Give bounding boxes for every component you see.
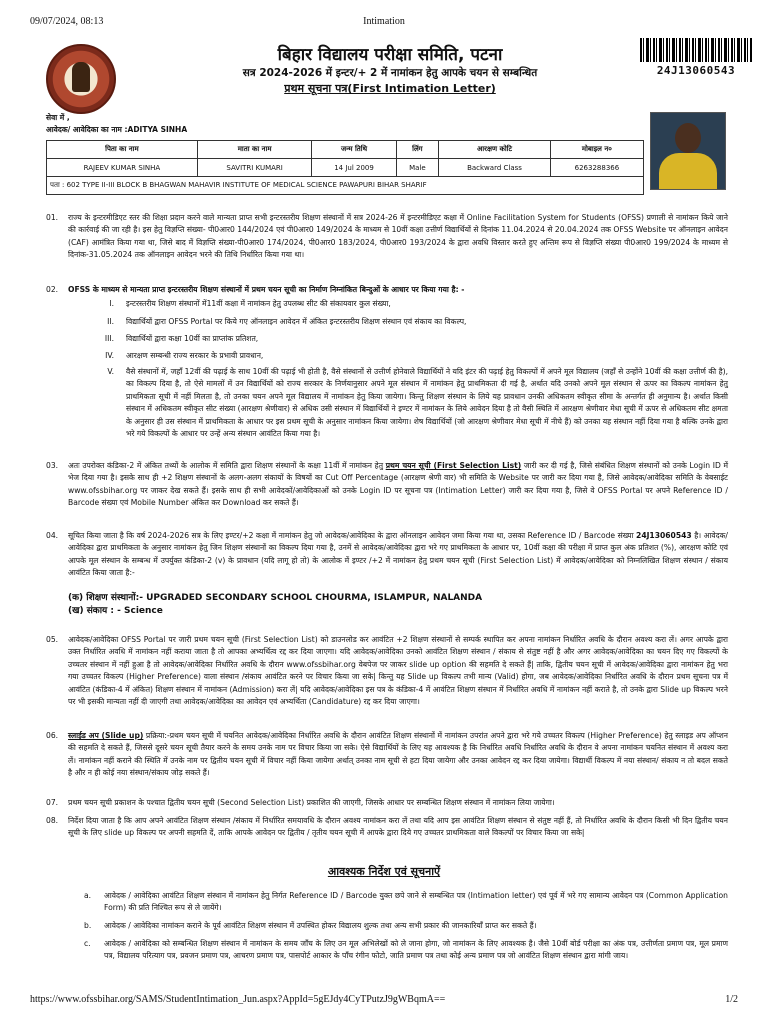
para-04: 04. सूचित किया जाता है कि वर्ष 2024-2026 सत्र के लिए इण्टर/+2 कक्षा में नामांकन हेतु जो आवेदक/आवेदिका के द्वारा ऑनलाइन आवेदन जमा किया गया था, उसका Reference ID / Barcode संख्या 24J13060543 है। आवेदक/आवेदिका द्वारा प्राथमिकता के अनुसार नामांकन हेतु जिन शिक्षण संस्थानों का विकल्प दिया गया है, उनमें से आवेदक/आवेदिका द्वारा भरे गए प्राथमिकता के आधार पर, 10वीं कक्षा की परीक्षा में प्राप्त कुल अंक प्रतिशत (%), आरक्षण कोटि एवं आपके मूल संस्थान के सम्बन्ध में उपर्युक्त कंडिका-2 (v) के प्रावधान (यदि लागू हो तो) के आलोक में इण्टर /+2 में नामांकन हेतु प्रथम चयन सूची (First Selection List) में आवेदक/आवेदिका को निम्नलिखित शिक्षण संस्थान / संकाय आवंटित किया जाता है:-	[46, 531, 728, 578]
list-item: I. इन्टरस्तरीय शिक्षण संस्थानों में11वीं कक्षा में नामांकन हेतु उपलब्ध सीट की संकायवार कुल संख्या,	[109, 299, 391, 308]
para-06: 06. स्लाईड अप (Slide up) प्रक्रिया:-प्रथम चयन सूची में चयनित आवेदक/आवेदिका निर्धारित अवधि के दौरान आवंटित शिक्षण संस्थानों में नामांकन उपरांत अपने द्वारा भरे गये उच्चतर विकल्प (Higher Preference) हेतु स्लाइड अप ऑप्शन की सहमति दे सकते हैं, जिससे दूसरे चयन सूची तैयार करने के समय उनके नाम पर विचार किया जा सके। ऐसे विद्यार्थियों के लिए यह आवश्यक है कि निर्धारित अवधि निर्धारित अवधि के दौरान वे अपना नामांकन चयनित संस्थान में अवश्य करा लें। नामांकन नहीं कराने की स्थिति में उनके नाम पर द्वितीय चयन सूची में विचार नहीं किया जायेगा अर्थात् उनका नाम सूची से हटा दिया जायेगा और उनका आवेदन रद्द कर दिया जायेगा। विद्यार्थी विकल्प में नया संस्थान/ संकाय न तो बदल सकते है और न ही कोई नया संस्थान/संकाय जोड़ सकते हैं।	[46, 731, 729, 778]
page-number: 1/2	[725, 994, 738, 1005]
col-father: पिता का नाम	[47, 141, 198, 159]
letter-subtitle: सत्र 2024-2026 में इन्टर/+ 2 में नामांकन हेतु आपके चयन से सम्बन्धित	[242, 67, 538, 79]
slide-up-label: स्लाईड अप (Slide up)	[68, 731, 144, 740]
list-item: III. विद्यार्थियों द्वारा कक्षा 10वीं का प्राप्तांक प्रतिशत,	[104, 334, 259, 343]
seva-line: सेवा में ,	[46, 113, 70, 122]
para-07: 07. प्रथम चयन सूची प्रकाशन के पश्चात द्वितीय चयन सूची (Second Selection List) प्रकाशित की जाएगी, जिसके आधार पर सम्बन्धित शिक्षण संस्थान में नामांकन लिया जायेगा।	[46, 798, 555, 807]
para-ref-no: 24J13060543	[636, 531, 692, 540]
instructions-title: आवश्यक निर्देश एवं सूचनाऐं	[327, 865, 441, 878]
print-url: https://www.ofssbihar.org/SAMS/StudentIntimation_Jun.aspx?AppId=5gEJdy4CyTPutzJ9gWBqmA==	[30, 994, 446, 1005]
bseb-seal-logo	[46, 44, 116, 114]
mother-name: SAVITRI KUMARI	[197, 159, 312, 177]
print-title: Intimation	[363, 16, 405, 27]
list-item: c. आवेदक / आवेदिका को सम्बन्धित शिक्षण संस्थान में नामांकन के समय जाँच के लिए उन मूल अभिलेखों को ले जाना होगा, जो नामांकन के लिए आवश्यक है। जैसे 10वीं बोर्ड परीक्षा का अंक पत्र, उत्तीर्णता प्रमाण पत्र, मूल प्रमाण पत्र, विद्यालय परित्याग पत्र, प्रवजन प्रमाण पत्र, आचरण प्रमाण पत्र, पासपोर्ट आकार के पाँच रंगीन फोटो, जाति प्रमाण पत्र तथा कोई अन्य प्रमाण पत्र जो आवंटित शिक्षण संस्थान द्वारा मांगी जाय।	[84, 939, 728, 961]
reference-number: 24J13060543	[656, 64, 736, 77]
allotted-school: (क) शिक्षण संस्थानों:- UPGRADED SECONDARY SCHOOL CHOURMA, ISLAMPUR, NALANDA	[68, 593, 483, 603]
allotted-stream: (ख) संकाय : - Science	[68, 606, 163, 616]
list-item: V. वैसे संस्थानों में, जहाँ 12वीं की पढ़ाई के साथ 10वीं की पढ़ाई भी होती है, वैसे संस्थानों से उत्तीर्ण होनेवाले विद्यार्थियों ने यदि इंटर की पढ़ाई हेतु विकल्पों में अपने मूल विद्यालय (जहाँ से उन्होंने 10वीं की कक्षा उत्तीर्ण की है), का विकल्प दिया है, तो ऐसे मामलों में उन विद्यार्थियों को राज्य सरकार के निर्णयानुसार अपने मूल संस्थान में नामांकन हेतु प्राथमिकता दी गई है, अर्थात यदि उनको अपने मूल संस्थान से ऊपर का विकल्प नामांकन हेतु प्राथमिकता सूची में नहीं मिलता है, तो उनका चयन अपने मूल विद्यालय में नामांकन हेतु किया जायेगा। किन्तु शिक्षण संस्थान के लिये यह प्रावधान उनकी अधिकतम स्वीकृत सीमा के अन्तर्गत ही अनुमान्य है। अर्थात किसी संस्थान में अधिकतम स्वीकृत सीट संख्या (आरक्षण श्रेणीवार) से अधिक उसी संस्थान में विद्यार्थियों ने इण्टर में नामांकन के लिये आवेदन दिया है तो वैसी स्थिति में आरक्षण श्रेणीवार मेधा सूची में ऊपर से अधिकतम सीट क्षमता के अनुसार ही उस संस्थान में प्राथमिकता के आधार पर इस प्रथम सूची के अनुसार नामांकन किया जायेगा। शेष विद्यार्थियों (जो आरक्षण श्रेणीवार मेधा सूची में नीचे हैं) को उनका यह संस्थान नहीं दिया गया है बल्कि उनके द्वारा भरे गये विकल्पों के आधार पर उन्हें अन्य संस्थान आवंटित किया गया है।	[107, 367, 728, 439]
dob: 14 Jul 2009	[312, 159, 396, 177]
mobile: 6263288366	[550, 159, 643, 177]
print-datetime: 09/07/2024, 08:13	[30, 16, 104, 27]
applicant-photo	[650, 112, 726, 190]
category: Backward Class	[439, 159, 551, 177]
letter-header	[200, 44, 580, 96]
student-details-table	[46, 140, 644, 195]
gender: Male	[396, 159, 439, 177]
col-gender: लिंग	[396, 141, 439, 159]
list-item: II. विद्यार्थियों द्वारा OFSS Portal पर किये गए ऑनलाइन आवेदन में अंकित इन्टरस्तरीय शिक्षण संस्थान एवं संकाय का विकल्प,	[107, 317, 467, 326]
para-01: 01. राज्य के इन्टरमीडिएट स्तर की शिक्षा प्रदान करने वाले मान्यता प्राप्त सभी इन्टरस्तरीय शिक्षण संस्थानों में सत्र 2024-26 में इन्टरमीडिएट कक्षा में Online Facilitation System for Students (OFSS) प्रणाली से नामांकन किये जाने की कार्रवाई की जा रही है। इस हेतु विज्ञप्ति संख्या- पी0आर0 144/2024 एवं पी0आर0 149/2024 के माध्यम से 10वीं कक्षा उत्तीर्ण विद्यार्थियों से दिनांक 11.04.2024 से 20.04.2024 तक OFSS Website पर ऑनलाइन आवेदन (CAF) आमंत्रित किया गया था, जिसे बाद में विज्ञप्ति संख्या-पी0आर0 174/2024, पी0आर0 183/2024, पी0आर0 193/2024 के द्वारा अवधि विस्तार करते हुए अन्तिम रूप से विज्ञप्ति संख्या पी0आर0 199/2024 के माध्यम से दिनांक-31.05.2024 तक ऑनलाइन आवेदन भरने की तिथि निर्धारित किया गया था।	[46, 213, 728, 260]
para-08: 08. निर्देश दिया जाता है कि आप अपने आवंटित शिक्षण संस्थान /संकाय में निर्धारित समयावधि के दौरान अवश्य नामांकन करा लें तथा यदि आप इस आवंटित शिक्षण संस्थान से संतुष्ट नहीं हैं, तो निर्धारित अवधि के दौरान किसी भी दिन द्वितीय चयन सूची के लिए slide up विकल्प पर अपनी सहमति दें, ताकि आपके आवेदन पर द्वितीय / तृतीय चयन सूची में आपके द्वारा दिये गए उच्चतर प्राथमिकता वाले विकल्पों पर विचार किया जा सके|	[46, 816, 728, 838]
applicant-name: आवेदक/ आवेदिका का नाम :ADITYA SINHA	[46, 125, 188, 134]
list-item: IV. आरक्षण सम्बन्धी राज्य सरकार के प्रभावी प्रावधान,	[105, 351, 264, 360]
barcode	[640, 38, 752, 62]
print-header	[30, 16, 738, 30]
col-dob: जन्म तिथि	[312, 141, 396, 159]
col-mobile: मोबाइल न०	[550, 141, 643, 159]
table-row	[47, 159, 644, 177]
para-03: 03. अतः उपरोक्त कंडिका-2 में अंकित तथ्यों के आलोक में समिति द्वारा शिक्षण संस्थानों के कक्षा 11वीं में नामांकन हेतु प्रथम चयन सूची (First Selection List) जारी कर दी गई है, जिसे संबंधित शिक्षण संस्थानों को उनके Login ID में भेज दिया गया है। इसके साथ ही +2 शिक्षण संस्थानों के अलग-अलग संकायों के विषयों का Cut Off Percentage (आरक्षण श्रेणी वार) भी समिति के Website पर जारी कर दिया गया है, जिसे आवेदक/आवेदिका समिति के वेबसाईट www.ofssbihar.org पर जाकर देख सकते हैं। इसके साथ ही सभी आवेदकों/आवेदिकाओं को उनके Login ID पर सूचना पत्र (Intimation Letter) जारी कर दिया गया है, जिसे वे OFSS Portal पर अपने Reference ID / Barcode संख्या एवं Mobile Number अंकित कर Download कर सकते हैं।	[46, 461, 729, 508]
salutation	[46, 112, 187, 136]
print-footer	[30, 994, 738, 1008]
father-name: RAJEEV KUMAR SINHA	[47, 159, 198, 177]
para-05: 05. आवेदक/आवेदिका OFSS Portal पर जारी प्रथम चयन सूची (First Selection List) को डाउनलोड कर आवंटित +2 शिक्षण संस्थानों से सम्पर्क स्थापित कर अपना नामांकन निर्धारित अवधि के दौरान अवश्य करा लें। अगर आपके द्वारा उक्त निर्धारित अवधि में नामांकन नहीं कराया जाता है तो आपका अभ्यर्थित्व रद्द कर दिया जाएगा। यदि आवेदक/आवेदिका उनको आवंटित शिक्षण संस्थान / संकाय से संतुष्ट नहीं है और अगर आवेदक/आवेदिका का चयन दिए गए विकल्पों के उच्चतर संस्थान में नहीं हुआ है तो आवेदक/आवेदिका निर्धारित अवधि के दौरान www.ofssbihar.org वेबपेज पर जाकर slide up option की सहमति दे सकते हैं| ताकि, द्वितीय चयन सूची में आवेदक/आवेदिका द्वारा नामांकन हेतु भरा गया उच्चतर विकल्प (Higher Preference) वाला संस्थान /संकाय आवंटित करने पर विचार किया जा सके| किन्तु यह Slide up विकल्प तभी मान्य (Valid) होगा, जब आवेदक/आवेदिका निर्धारित अवधि के दौरान प्रथम सूचना पत्र में आवंटित (कंडिका-4 में अंकित) शिक्षण संस्थान में नामांकन (Admission) करा लें| यदि आवेदक/आवेदिका इस पत्र के कंडिका-4 में आवंटित शिक्षण संस्थान में निर्धारित अवधि में नामांकन नहीं कराते है, तो उनके द्वारा Slide up विकल्प भरने पर भी इसकी मान्यता नहीं दी जाएगी तथा आवेदक/आवेदिका का आवेदन एवं अभ्यर्थिता (Candidature) रद्द कर दिया जाएगा।	[46, 635, 728, 707]
address: पता : 602 TYPE II-III BLOCK B BHAGWAN MAHAVIR INSTITUTE OF MEDICAL SCIENCE PAWAPURI BIHAR SHARIF	[47, 177, 644, 195]
col-mother: माता का नाम	[197, 141, 312, 159]
list-item: a. आवेदक / आवेदिका आवंटित शिक्षण संस्थान में नामांकन हेतु निर्गत Reference ID / Barcode युक्त छपे जाने से सम्बन्धित पत्र (Intimation letter) एवं पूर्व में भरे गए सामान्य आवेदन पत्र (Common Application Form) की प्रति निश्चित रूप से ले जायेंगे।	[84, 891, 728, 913]
board-name: बिहार विद्यालय परीक्षा समिति, पटना	[277, 45, 503, 65]
para-02: 02. OFSS के माध्यम से मान्यता प्राप्त इन्टरस्तरीय शिक्षण संस्थानों में प्रथम चयन सूची का निर्माण निम्नांकित बिन्दुओं के आधार पर किया गया है: -	[46, 285, 465, 294]
letter-title: प्रथम सूचना पत्र(First Intimation Letter)	[284, 82, 496, 95]
list-item: b. आवेदक / आवेदिका नामांकन कराने के पूर्व आवंटित शिक्षण संस्थान में उपस्थित होकर विद्यालय शुल्क तथा अन्य सभी प्रकार की जानकारियाँ प्राप्त कर सकते हैं।	[84, 921, 537, 930]
col-category: आरक्षण कोटि	[439, 141, 551, 159]
first-selection-list-label: प्रथम चयन सूची (First Selection List)	[385, 461, 522, 470]
